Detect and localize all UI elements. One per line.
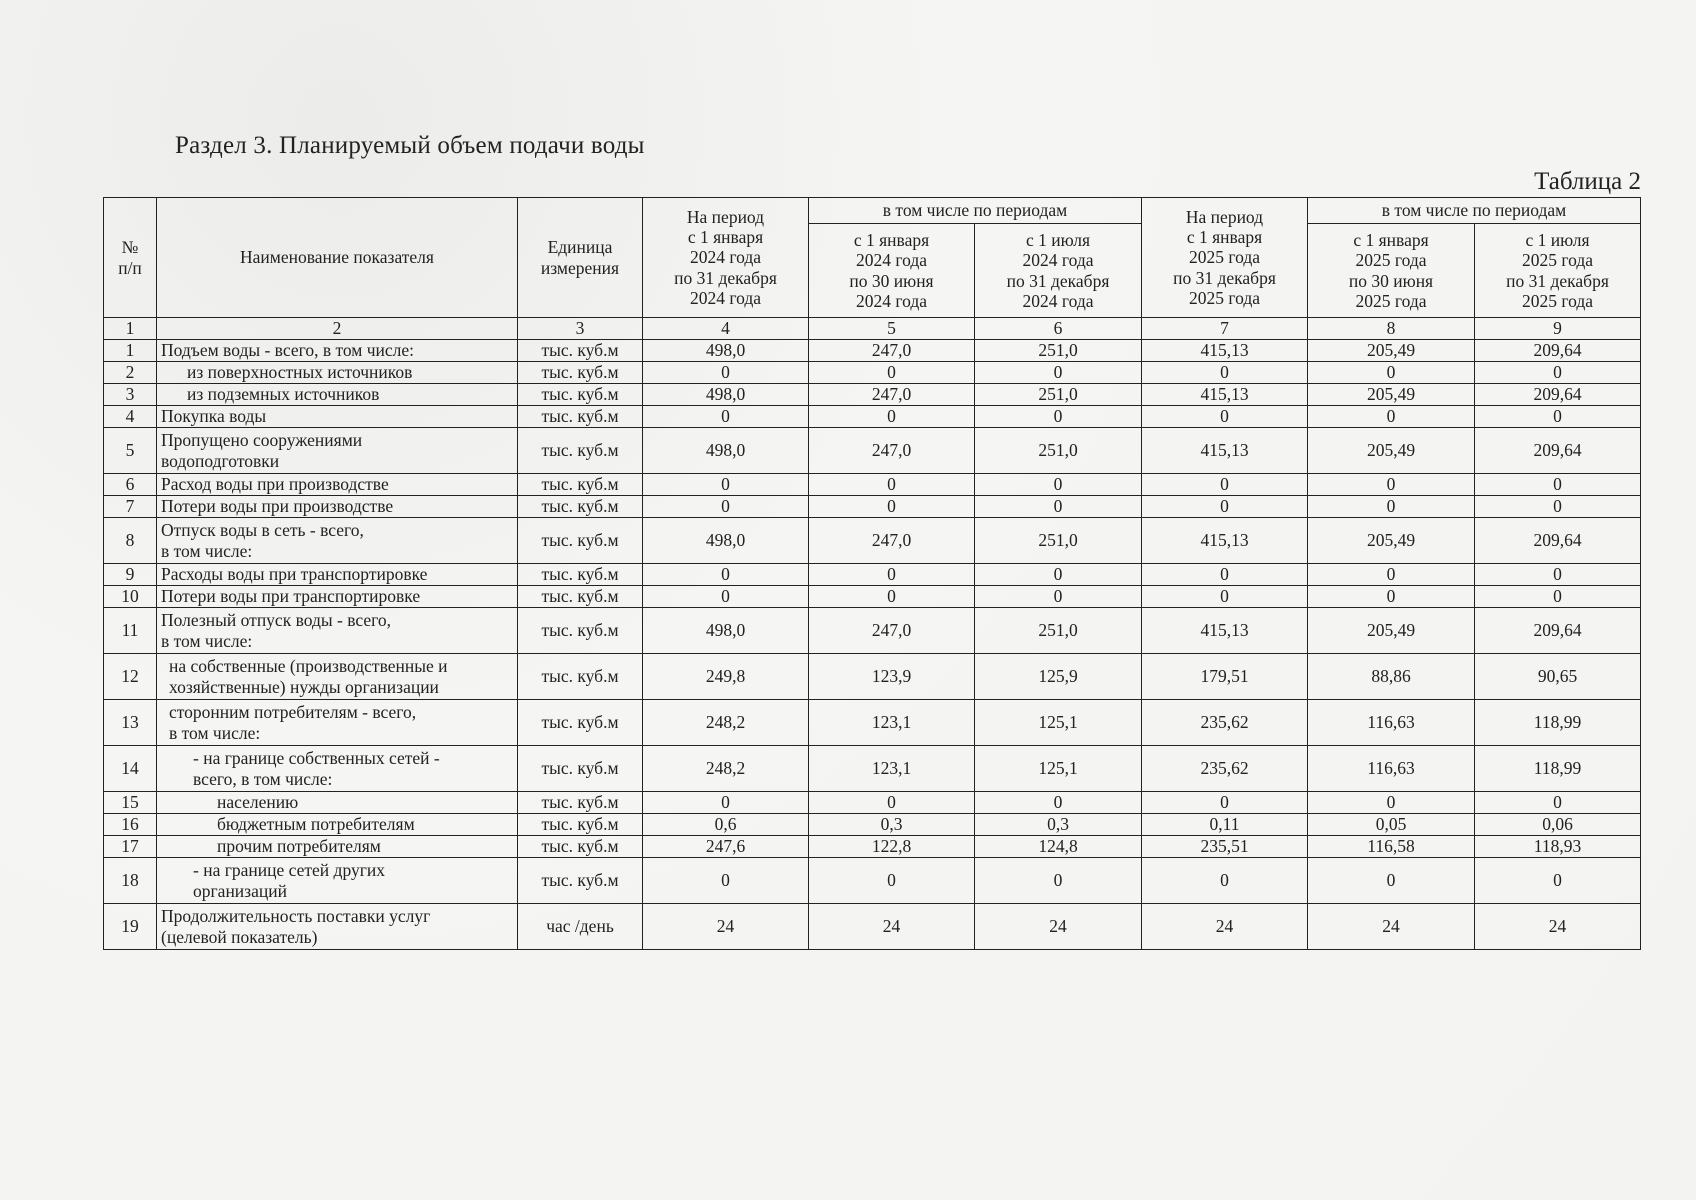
header-period-2025: На период с 1 января 2025 года по 31 декабря 2025 года: [1142, 198, 1308, 318]
value-cell: 123,9: [809, 654, 975, 700]
value-cell: 209,64: [1475, 340, 1641, 362]
indicator-name: Расходы воды при транспортировке: [157, 564, 518, 586]
value-cell: 0: [1475, 586, 1641, 608]
indicator-name: Потери воды при транспортировке: [157, 586, 518, 608]
unit-cell: тыс. куб.м: [518, 428, 643, 474]
value-cell: 0: [643, 858, 809, 904]
row-number: 18: [104, 858, 157, 904]
value-cell: 209,64: [1475, 428, 1641, 474]
header-name: Наименование показателя: [157, 198, 518, 318]
unit-cell: тыс. куб.м: [518, 586, 643, 608]
table-row: [104, 518, 1641, 564]
col-number: 1: [104, 318, 157, 340]
value-cell: 205,49: [1308, 608, 1475, 654]
value-cell: 247,0: [809, 608, 975, 654]
value-cell: 125,1: [975, 700, 1142, 746]
value-cell: 247,0: [809, 428, 975, 474]
row-number: 16: [104, 814, 157, 836]
value-cell: 498,0: [643, 384, 809, 406]
table-row: [104, 858, 1641, 904]
indicator-name: Подъем воды - всего, в том числе:: [157, 340, 518, 362]
table-row: [104, 428, 1641, 474]
value-cell: 0: [1475, 564, 1641, 586]
col-number: 2: [157, 318, 518, 340]
col-number: 3: [518, 318, 643, 340]
value-cell: 0: [1142, 586, 1308, 608]
row-number: 10: [104, 586, 157, 608]
value-cell: 415,13: [1142, 608, 1308, 654]
value-cell: 209,64: [1475, 518, 1641, 564]
value-cell: 116,63: [1308, 746, 1475, 792]
header-h1-2025: с 1 января 2025 года по 30 июня 2025 года: [1308, 224, 1475, 318]
value-cell: 0: [1475, 406, 1641, 428]
table-row: [104, 474, 1641, 496]
table-row: [104, 700, 1641, 746]
value-cell: 235,62: [1142, 746, 1308, 792]
value-cell: 247,6: [643, 836, 809, 858]
value-cell: 415,13: [1142, 340, 1308, 362]
unit-cell: тыс. куб.м: [518, 836, 643, 858]
value-cell: 0: [975, 586, 1142, 608]
value-cell: 205,49: [1308, 518, 1475, 564]
value-cell: 205,49: [1308, 384, 1475, 406]
unit-cell: тыс. куб.м: [518, 814, 643, 836]
col-number: 9: [1475, 318, 1641, 340]
value-cell: 0: [1475, 362, 1641, 384]
value-cell: 179,51: [1142, 654, 1308, 700]
value-cell: 251,0: [975, 384, 1142, 406]
header-h2-2025: с 1 июля 2025 года по 31 декабря 2025 года: [1475, 224, 1641, 318]
table-header: [104, 198, 1641, 340]
value-cell: 0,11: [1142, 814, 1308, 836]
header-periods-2024-group: в том числе по периодам: [809, 198, 1142, 224]
value-cell: 123,1: [809, 746, 975, 792]
value-cell: 0,3: [809, 814, 975, 836]
value-cell: 122,8: [809, 836, 975, 858]
indicator-name: сторонним потребителям - всего, в том числе:: [157, 700, 518, 746]
unit-cell: час /день: [518, 904, 643, 950]
indicator-name: - на границе собственных сетей - всего, в том числе:: [157, 746, 518, 792]
value-cell: 0: [1308, 564, 1475, 586]
value-cell: 0: [1142, 564, 1308, 586]
row-number: 6: [104, 474, 157, 496]
value-cell: 0,06: [1475, 814, 1641, 836]
col-number: 8: [1308, 318, 1475, 340]
table-row: [104, 654, 1641, 700]
value-cell: 415,13: [1142, 384, 1308, 406]
unit-cell: тыс. куб.м: [518, 608, 643, 654]
value-cell: 24: [643, 904, 809, 950]
value-cell: 0: [1142, 474, 1308, 496]
unit-cell: тыс. куб.м: [518, 362, 643, 384]
indicator-name: на собственные (производственные и хозяйственные) нужды организации: [157, 654, 518, 700]
value-cell: 0: [809, 564, 975, 586]
value-cell: 0: [643, 586, 809, 608]
value-cell: 0: [809, 362, 975, 384]
value-cell: 498,0: [643, 428, 809, 474]
col-number: 7: [1142, 318, 1308, 340]
indicator-name: Полезный отпуск воды - всего, в том числе:: [157, 608, 518, 654]
value-cell: 247,0: [809, 518, 975, 564]
col-number: 4: [643, 318, 809, 340]
value-cell: 0: [1308, 858, 1475, 904]
value-cell: 125,1: [975, 746, 1142, 792]
indicator-name: - на границе сетей других организаций: [157, 858, 518, 904]
header-period-2024: На период с 1 января 2024 года по 31 декабря 2024 года: [643, 198, 809, 318]
value-cell: 0: [1475, 792, 1641, 814]
table-row: [104, 836, 1641, 858]
unit-cell: тыс. куб.м: [518, 406, 643, 428]
table-row: [104, 406, 1641, 428]
unit-cell: тыс. куб.м: [518, 654, 643, 700]
value-cell: 205,49: [1308, 428, 1475, 474]
value-cell: 0: [1142, 362, 1308, 384]
value-cell: 116,63: [1308, 700, 1475, 746]
value-cell: 24: [1142, 904, 1308, 950]
value-cell: 24: [975, 904, 1142, 950]
value-cell: 118,99: [1475, 700, 1641, 746]
indicator-name: Пропущено сооружениями водоподготовки: [157, 428, 518, 474]
indicator-name: из поверхностных источников: [157, 362, 518, 384]
value-cell: 0: [1308, 792, 1475, 814]
row-number: 5: [104, 428, 157, 474]
table-row: [104, 564, 1641, 586]
table-row: [104, 608, 1641, 654]
water-supply-table: [103, 197, 1641, 950]
value-cell: 0,6: [643, 814, 809, 836]
value-cell: 251,0: [975, 340, 1142, 362]
indicator-name: прочим потребителям: [157, 836, 518, 858]
value-cell: 0: [975, 474, 1142, 496]
value-cell: 248,2: [643, 746, 809, 792]
value-cell: 0: [975, 496, 1142, 518]
value-cell: 251,0: [975, 428, 1142, 474]
unit-cell: тыс. куб.м: [518, 340, 643, 362]
col-number: 5: [809, 318, 975, 340]
indicator-name: из подземных источников: [157, 384, 518, 406]
table-label: Таблица 2: [1534, 168, 1641, 195]
row-number: 9: [104, 564, 157, 586]
value-cell: 0: [643, 406, 809, 428]
table-row: [104, 586, 1641, 608]
table-row: [104, 340, 1641, 362]
indicator-name: Покупка воды: [157, 406, 518, 428]
table-row: [104, 384, 1641, 406]
value-cell: 0: [1475, 496, 1641, 518]
header-num: № п/п: [104, 198, 157, 318]
value-cell: 0: [1142, 406, 1308, 428]
unit-cell: тыс. куб.м: [518, 518, 643, 564]
value-cell: 498,0: [643, 340, 809, 362]
unit-cell: тыс. куб.м: [518, 746, 643, 792]
value-cell: 249,8: [643, 654, 809, 700]
row-number: 15: [104, 792, 157, 814]
value-cell: 118,93: [1475, 836, 1641, 858]
table-body: [104, 340, 1641, 950]
indicator-name: Расход воды при производстве: [157, 474, 518, 496]
unit-cell: тыс. куб.м: [518, 384, 643, 406]
col-number: 6: [975, 318, 1142, 340]
row-number: 17: [104, 836, 157, 858]
value-cell: 24: [1308, 904, 1475, 950]
value-cell: 209,64: [1475, 608, 1641, 654]
row-number: 2: [104, 362, 157, 384]
indicator-name: Отпуск воды в сеть - всего, в том числе:: [157, 518, 518, 564]
value-cell: 0: [809, 586, 975, 608]
value-cell: 209,64: [1475, 384, 1641, 406]
value-cell: 0: [1475, 858, 1641, 904]
value-cell: 235,51: [1142, 836, 1308, 858]
value-cell: 90,65: [1475, 654, 1641, 700]
value-cell: 0: [643, 792, 809, 814]
value-cell: 0: [1142, 792, 1308, 814]
table-row: [104, 814, 1641, 836]
column-number-row: [104, 318, 1641, 340]
table-row: [104, 746, 1641, 792]
indicator-name: Потери воды при производстве: [157, 496, 518, 518]
unit-cell: тыс. куб.м: [518, 564, 643, 586]
value-cell: 0: [809, 792, 975, 814]
value-cell: 0: [1308, 496, 1475, 518]
header-periods-2025-group: в том числе по периодам: [1308, 198, 1641, 224]
table-row: [104, 792, 1641, 814]
value-cell: 123,1: [809, 700, 975, 746]
row-number: 13: [104, 700, 157, 746]
value-cell: 0: [975, 406, 1142, 428]
row-number: 7: [104, 496, 157, 518]
value-cell: 247,0: [809, 384, 975, 406]
value-cell: 235,62: [1142, 700, 1308, 746]
indicator-name: бюджетным потребителям: [157, 814, 518, 836]
value-cell: 498,0: [643, 518, 809, 564]
value-cell: 0: [643, 474, 809, 496]
unit-cell: тыс. куб.м: [518, 700, 643, 746]
value-cell: 118,99: [1475, 746, 1641, 792]
value-cell: 0: [809, 474, 975, 496]
value-cell: 0: [1308, 406, 1475, 428]
value-cell: 0: [809, 858, 975, 904]
unit-cell: тыс. куб.м: [518, 474, 643, 496]
row-number: 12: [104, 654, 157, 700]
indicator-name: населению: [157, 792, 518, 814]
value-cell: 205,49: [1308, 340, 1475, 362]
value-cell: 0,3: [975, 814, 1142, 836]
value-cell: 0: [975, 858, 1142, 904]
unit-cell: тыс. куб.м: [518, 496, 643, 518]
value-cell: 0: [975, 792, 1142, 814]
value-cell: 0: [1308, 586, 1475, 608]
value-cell: 124,8: [975, 836, 1142, 858]
value-cell: 0: [1308, 362, 1475, 384]
table-row: [104, 362, 1641, 384]
value-cell: 0: [643, 564, 809, 586]
value-cell: 498,0: [643, 608, 809, 654]
value-cell: 0: [1142, 858, 1308, 904]
value-cell: 0: [1308, 474, 1475, 496]
value-cell: 116,58: [1308, 836, 1475, 858]
value-cell: 251,0: [975, 608, 1142, 654]
header-h2-2024: с 1 июля 2024 года по 31 декабря 2024 года: [975, 224, 1142, 318]
value-cell: 0: [809, 496, 975, 518]
value-cell: 0: [643, 362, 809, 384]
row-number: 14: [104, 746, 157, 792]
indicator-name: Продолжительность поставки услуг (целевой показатель): [157, 904, 518, 950]
row-number: 11: [104, 608, 157, 654]
row-number: 3: [104, 384, 157, 406]
row-number: 4: [104, 406, 157, 428]
unit-cell: тыс. куб.м: [518, 792, 643, 814]
value-cell: 251,0: [975, 518, 1142, 564]
section-title: Раздел 3. Планируемый объем подачи воды: [175, 132, 645, 159]
value-cell: 0: [975, 362, 1142, 384]
unit-cell: тыс. куб.м: [518, 858, 643, 904]
table-row: [104, 904, 1641, 950]
value-cell: 415,13: [1142, 518, 1308, 564]
value-cell: 247,0: [809, 340, 975, 362]
value-cell: 125,9: [975, 654, 1142, 700]
header-unit: Единица измерения: [518, 198, 643, 318]
value-cell: 88,86: [1308, 654, 1475, 700]
row-number: 8: [104, 518, 157, 564]
value-cell: 248,2: [643, 700, 809, 746]
value-cell: 415,13: [1142, 428, 1308, 474]
table-row: [104, 496, 1641, 518]
value-cell: 24: [809, 904, 975, 950]
row-number: 19: [104, 904, 157, 950]
value-cell: 0,05: [1308, 814, 1475, 836]
value-cell: 0: [1475, 474, 1641, 496]
value-cell: 0: [975, 564, 1142, 586]
value-cell: 0: [809, 406, 975, 428]
value-cell: 0: [643, 496, 809, 518]
value-cell: 0: [1142, 496, 1308, 518]
header-h1-2024: с 1 января 2024 года по 30 июня 2024 года: [809, 224, 975, 318]
value-cell: 24: [1475, 904, 1641, 950]
row-number: 1: [104, 340, 157, 362]
